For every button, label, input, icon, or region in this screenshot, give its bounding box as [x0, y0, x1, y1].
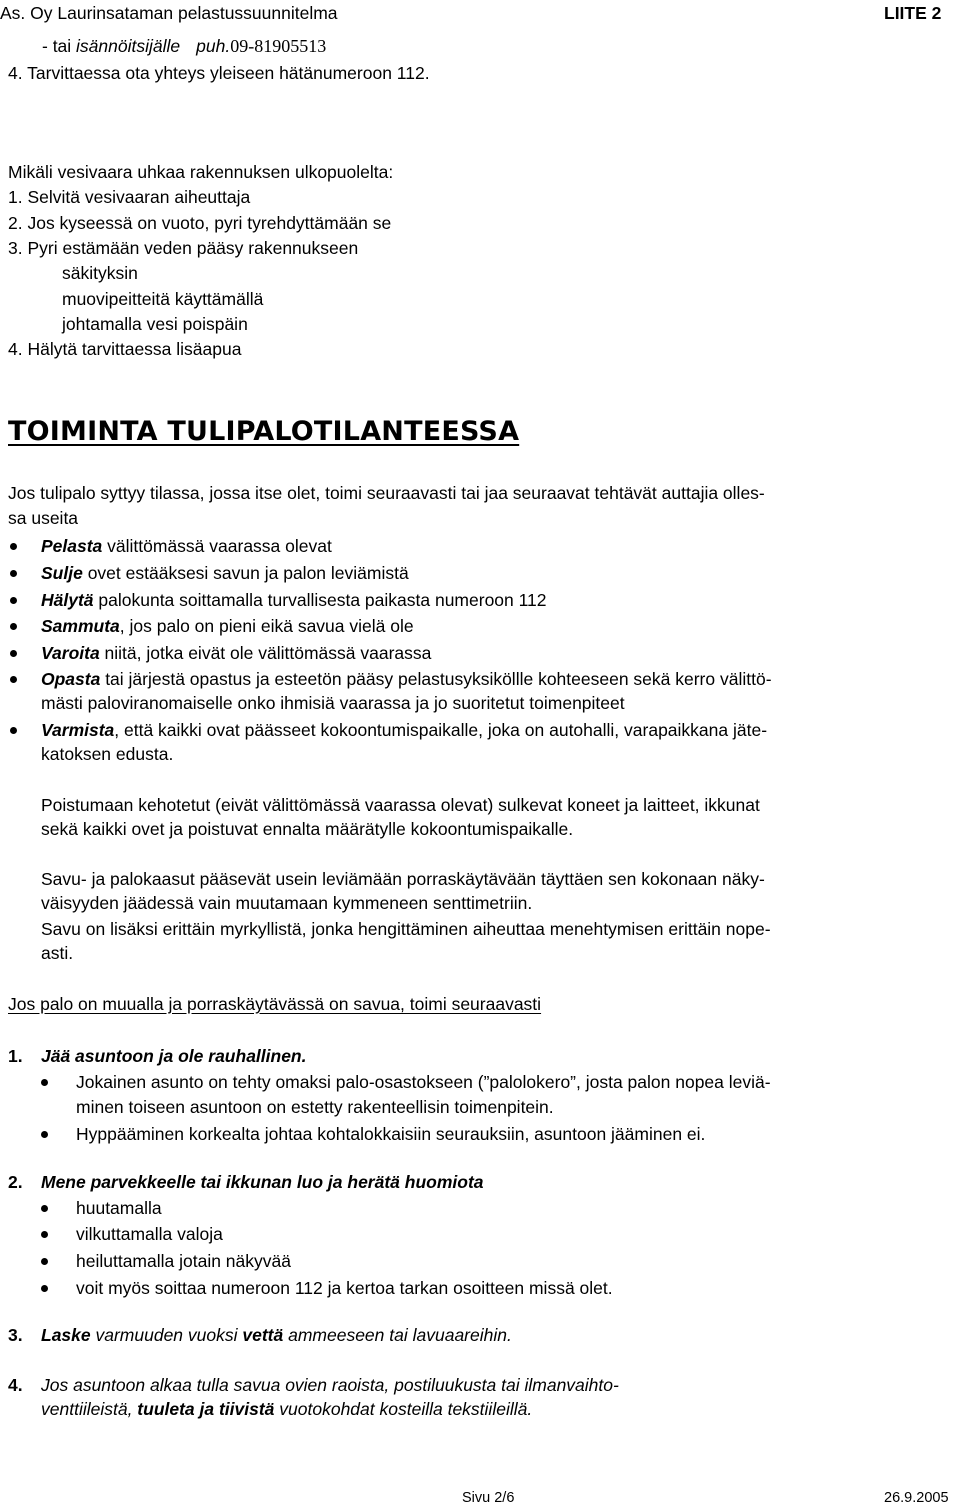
- page-number: Sivu 2/6: [462, 1490, 515, 1506]
- water-item: 3. Pyri estämään veden pääsy rakennukseen: [8, 238, 359, 258]
- fire-bullet: Hälytä palokunta soittamalla turvallisesta paikasta numeroon 112: [41, 590, 547, 610]
- step-title: Jää asuntoon ja ole rauhallinen.: [41, 1046, 307, 1066]
- step-title: Laske varmuuden vuoksi vettä ammeeseen tai lavuaareihin.: [41, 1325, 512, 1345]
- section-title: TOIMINTA TULIPALOTILANTEESSA: [8, 416, 520, 447]
- contact-line: [42, 35, 326, 57]
- fire-bullet: Opasta tai järjestä opastus ja esteetön pääsy pelastusyksiköllle kohteeseen sekä kerro välittö-: [41, 669, 772, 689]
- appendix-label: LIITE 2: [884, 3, 942, 23]
- step-bullet: voit myös soittaa numeroon 112 ja kertoa tarkan osoitteen missä olet.: [76, 1278, 613, 1298]
- water-subitem: johtamalla vesi poispäin: [62, 314, 248, 334]
- water-item: 4. Hälytä tarvittaessa lisäapua: [8, 339, 242, 359]
- bullet-dot: [10, 650, 17, 657]
- water-subitem: muovipeitteitä käyttämällä: [62, 289, 264, 309]
- smoke-paragraph: Savu- ja palokaasut pääsevät usein leviämään porraskäytävään täyttäen sen kokonaan näky-: [41, 869, 765, 889]
- bullet-dot: [10, 623, 17, 630]
- step-bullet-cont: minen toiseen asuntoon on estetty rakenteellisin toimenpitein.: [76, 1097, 554, 1117]
- evacuation-paragraph: Poistumaan kehotetut (eivät välittömässä vaarassa olevat) sulkevat koneet ja laitteet, ikkunat: [41, 795, 760, 815]
- fire-bullet-cont: mästi paloviranomaiselle onko ihmisiä vaarassa ja jo suoritetut toimenpiteet: [41, 693, 625, 713]
- bullet-dot: [41, 1131, 48, 1138]
- water-item: 1. Selvitä vesivaaran aiheuttaja: [8, 187, 251, 207]
- stairs-heading: Jos palo on muualla ja porraskäytävässä on savua, toimi seuraavasti: [8, 994, 542, 1014]
- fire-bullet: Varmista, että kaikki ovat päässeet kokoontumispaikalle, joka on autohalli, varapaikkana jäte-: [41, 720, 768, 740]
- bullet-dot: [10, 543, 17, 550]
- step-number: 3.: [8, 1325, 23, 1345]
- water-item: 2. Jos kyseessä on vuoto, pyri tyrehdyttämään se: [8, 213, 392, 233]
- step-title-cont: venttiileistä, tuuleta ja tiivistä vuotokohdat kosteilla tekstiileillä.: [41, 1399, 533, 1419]
- contact-phone-label: puh.: [196, 36, 231, 56]
- bullet-dot: [10, 597, 17, 604]
- fire-bullet: Sulje ovet estääksesi savun ja palon leviämistä: [41, 563, 409, 583]
- step-title: Jos asuntoon alkaa tulla savua ovien raoista, postiluukusta tai ilmanvaihto-: [41, 1375, 619, 1395]
- contact-phone: 09-81905513: [230, 36, 327, 56]
- bullet-dot: [41, 1285, 48, 1292]
- bullet-dot: [41, 1231, 48, 1238]
- fire-bullet: Pelasta välittömässä vaarassa olevat: [41, 536, 332, 556]
- evacuation-paragraph-cont: sekä kaikki ovet ja poistuvat ennalta määrätylle kokoontumispaikalle.: [41, 819, 574, 839]
- fire-bullet-cont: katoksen edusta.: [41, 744, 174, 764]
- document-date: 26.9.2005: [884, 1490, 949, 1506]
- fire-intro: Jos tulipalo syttyy tilassa, jossa itse olet, toimi seuraavasti tai jaa seuraavat tehtävät auttajia olles-: [8, 483, 765, 503]
- fire-bullet: Sammuta, jos palo on pieni eikä savua vielä ole: [41, 616, 414, 636]
- contact-prefix: - tai: [42, 36, 77, 56]
- smoke-paragraph: Savu on lisäksi erittäin myrkyllistä, jonka hengittäminen aiheuttaa menehtymisen erittäin nope-: [41, 919, 771, 939]
- smoke-paragraph-cont: asti.: [41, 943, 74, 963]
- step-number: 1.: [8, 1046, 23, 1066]
- water-intro: Mikäli vesivaara uhkaa rakennuksen ulkopuolelta:: [8, 162, 394, 182]
- bullet-dot: [41, 1205, 48, 1212]
- emergency-step: 4. Tarvittaessa ota yhteys yleiseen hätänumeroon 112.: [8, 63, 430, 83]
- bullet-dot: [41, 1258, 48, 1265]
- step-bullet: Hyppääminen korkealta johtaa kohtalokkaisiin seurauksiin, asuntoon jääminen ei.: [76, 1124, 706, 1144]
- step-number: 4.: [8, 1375, 23, 1395]
- bullet-dot: [10, 570, 17, 577]
- bullet-dot: [10, 727, 17, 734]
- header-title: As. Oy Laurinsataman pelastussuunnitelma: [0, 3, 338, 23]
- contact-role: isännöitsijälle: [76, 36, 181, 56]
- smoke-paragraph-cont: väisyyden jäädessä vain muutamaan kymmeneen senttimetriin.: [41, 893, 533, 913]
- bullet-dot: [41, 1079, 48, 1086]
- fire-intro-cont: sa useita: [8, 508, 79, 528]
- bullet-dot: [10, 676, 17, 683]
- step-bullet: heiluttamalla jotain näkyvää: [76, 1251, 291, 1271]
- step-bullet: huutamalla: [76, 1198, 162, 1218]
- step-title: Mene parvekkeelle tai ikkunan luo ja herätä huomiota: [41, 1172, 484, 1192]
- fire-bullet: Varoita niitä, jotka eivät ole välittömässä vaarassa: [41, 643, 432, 663]
- water-subitem: säkityksin: [62, 263, 138, 283]
- step-bullet: vilkuttamalla valoja: [76, 1224, 223, 1244]
- step-number: 2.: [8, 1172, 23, 1192]
- step-bullet: Jokainen asunto on tehty omaksi palo-osastokseen (”palolokero”, josta palon nopea leviä-: [76, 1072, 771, 1092]
